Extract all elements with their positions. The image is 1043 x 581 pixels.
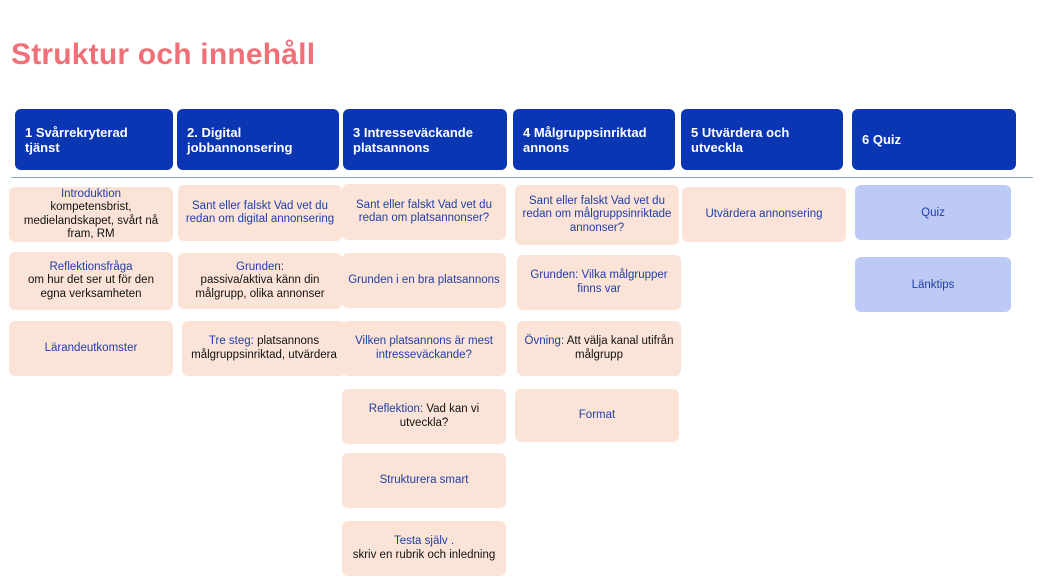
card-label: Sant eller falskt Vad vet du redan om digital annonsering <box>185 199 335 225</box>
card-label: Strukturera smart <box>379 473 469 486</box>
card-strukturera-smart <box>342 453 506 508</box>
card-text: om hur det ser ut för den egna verksamheten <box>28 274 154 300</box>
card-ovning <box>517 321 681 376</box>
card-text: passiva/aktiva känn din målgrupp, olika annonser <box>195 274 325 300</box>
card-vilken-platsannons <box>342 321 506 376</box>
header-col-5: 5 Utvärdera och utveckla <box>681 109 843 170</box>
card-utvardera-annonsering <box>682 187 846 242</box>
card-label: Grunden i en bra platsannons <box>348 273 500 286</box>
card-grunden-platsannons <box>342 253 506 308</box>
card-format <box>515 389 679 442</box>
card-label: Vilken platsannons är mest intresseväckande? <box>355 335 493 361</box>
quiz-button[interactable]: Quiz <box>855 185 1011 240</box>
header-col-4: 4 Målgruppsinriktad annons <box>513 109 675 170</box>
card-text: kompetensbrist, medielandskapet, svårt nå fram, RM <box>23 201 159 240</box>
card-sant-falskt-malgrupp <box>515 185 679 245</box>
card-text: skriv en rubrik och inledning <box>352 548 496 561</box>
card-sant-falskt-digital <box>178 185 342 241</box>
card-label: Lärandeutkomster <box>44 341 138 354</box>
header-col-1: 1 Svårrekryterad tjänst <box>15 109 173 170</box>
card-text: Att välja kanal utifrån målgrupp <box>566 335 674 361</box>
card-sant-falskt-platsannons <box>342 184 506 240</box>
card-label: Reflektion: <box>368 403 424 415</box>
card-tre-steg <box>182 321 346 376</box>
card-label: Testa själv . <box>393 535 455 547</box>
card-label: Introduktion <box>60 187 122 200</box>
card-label: Sant eller falskt Vad vet du redan om målgruppsinriktade annonser? <box>522 194 672 234</box>
card-label: Format <box>578 408 616 421</box>
card-grunden-malgrupper <box>517 255 681 310</box>
card-reflektionsfraga <box>9 252 173 310</box>
card-reflektion <box>342 389 506 444</box>
card-label: Grunden: Vilka målgrupper finns var <box>530 269 668 295</box>
card-larandeutkomster <box>9 321 173 376</box>
card-text: Vad kan vi utveckla? <box>399 403 480 429</box>
card-label: Övning: <box>524 335 565 347</box>
card-label: Sant eller falskt Vad vet du redan om platsannonser? <box>356 198 492 224</box>
card-introduktion <box>9 187 173 242</box>
page-title: Struktur och innehåll <box>11 38 316 71</box>
lanktips-button[interactable]: Länktips <box>855 257 1011 312</box>
header-divider <box>11 177 1033 178</box>
card-label: Grunden: <box>236 260 284 273</box>
card-label: Utvärdera annonsering <box>705 207 823 220</box>
card-text: platsannons målgruppsinriktad, utvärdera <box>191 335 337 361</box>
header-col-2: 2. Digital jobbannonsering <box>177 109 339 170</box>
card-testa-sjalv <box>342 521 506 576</box>
card-grunden-digital <box>178 253 342 309</box>
card-label: Reflektionsfråga <box>49 260 133 273</box>
card-label: Tre steg: <box>208 335 254 347</box>
header-col-3: 3 Intresseväckande platsannons <box>343 109 507 170</box>
header-col-6: 6 Quiz <box>852 109 1016 170</box>
